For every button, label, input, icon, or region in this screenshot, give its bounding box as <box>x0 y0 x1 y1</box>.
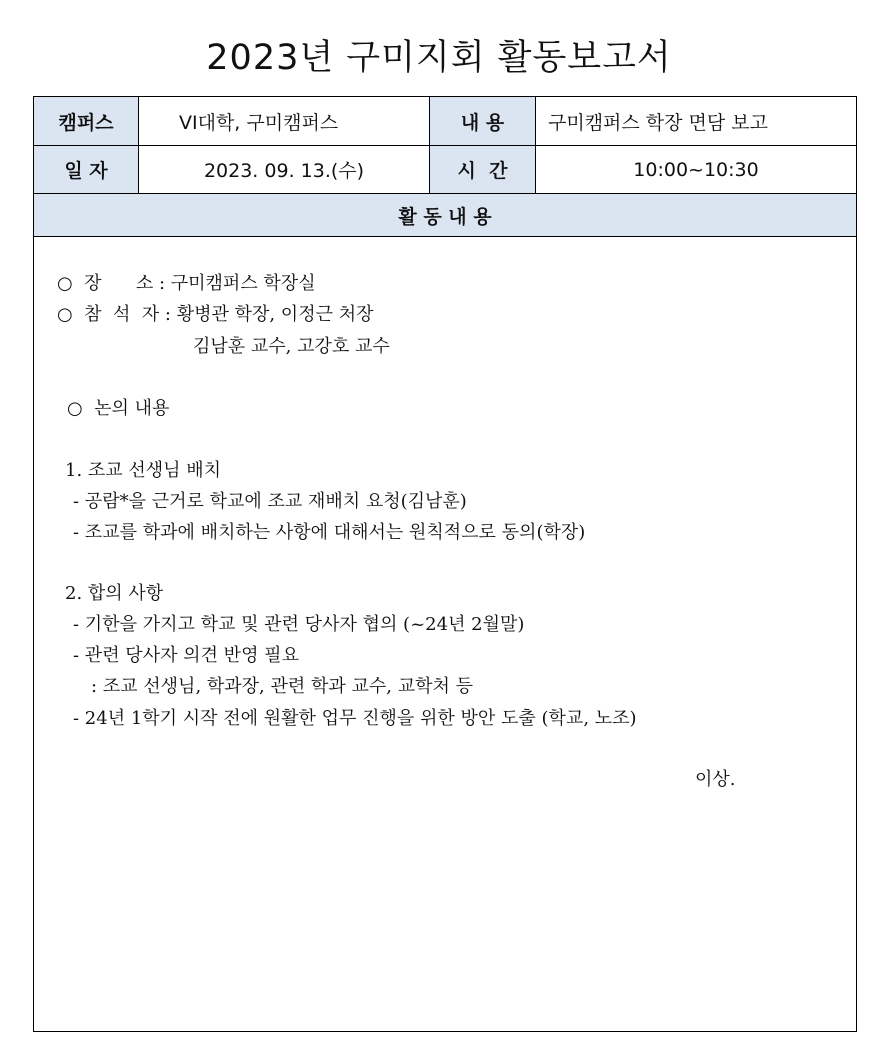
page-title: 2023년 구미지회 활동보고서 <box>206 38 672 78</box>
item2-point-b: - 관련 당사자 의견 반영 필요 <box>73 645 299 666</box>
content-label: 내 용 <box>430 97 535 145</box>
date-label: 일 자 <box>34 146 138 193</box>
col-divider <box>535 97 536 193</box>
item2-point-c: - 24년 1학기 시작 전에 원활한 업무 진행을 위한 방안 도출 (학교, 노조) <box>73 708 637 729</box>
discussion-heading: ○ 논의 내용 <box>67 398 170 419</box>
attendees-continued: 김남훈 교수, 고강호 교수 <box>193 336 390 357</box>
col-divider <box>138 97 139 193</box>
col-divider <box>429 97 430 193</box>
place-line: ○ 장 소 : 구미캠퍼스 학장실 <box>57 273 316 294</box>
campus-label: 캠퍼스 <box>34 97 138 145</box>
closing-text: 이상. <box>695 769 736 790</box>
report-table <box>33 96 857 1032</box>
row-divider <box>34 236 856 237</box>
attendees-line: ○ 참 석 자 : 황병관 학장, 이정근 처장 <box>57 304 374 325</box>
row-divider <box>34 145 856 146</box>
item2-point-a: - 기한을 가지고 학교 및 관련 당사자 협의 (~24년 2월말) <box>73 614 525 635</box>
item1-title: 1. 조교 선생님 배치 <box>65 460 222 481</box>
campus-value: VI대학, 구미캠퍼스 <box>179 111 339 134</box>
date-value: 2023. 09. 13.(수) <box>203 160 365 182</box>
row-divider <box>34 193 856 194</box>
section-title: 활 동 내 용 <box>34 194 856 236</box>
item1-point-a: - 공람*을 근거로 학교에 조교 재배치 요청(김남훈) <box>73 491 467 512</box>
item2-point-b-detail: : 조교 선생님, 학과장, 관련 학과 교수, 교학처 등 <box>91 676 473 697</box>
item2-title: 2. 합의 사항 <box>65 583 164 604</box>
time-label: 시 간 <box>430 146 535 193</box>
content-value: 구미캠퍼스 학장 면담 보고 <box>548 111 769 134</box>
item1-point-b: - 조교를 학과에 배치하는 사항에 대해서는 원칙적으로 동의(학장) <box>73 522 586 543</box>
time-value: 10:00~10:30 <box>633 158 759 181</box>
